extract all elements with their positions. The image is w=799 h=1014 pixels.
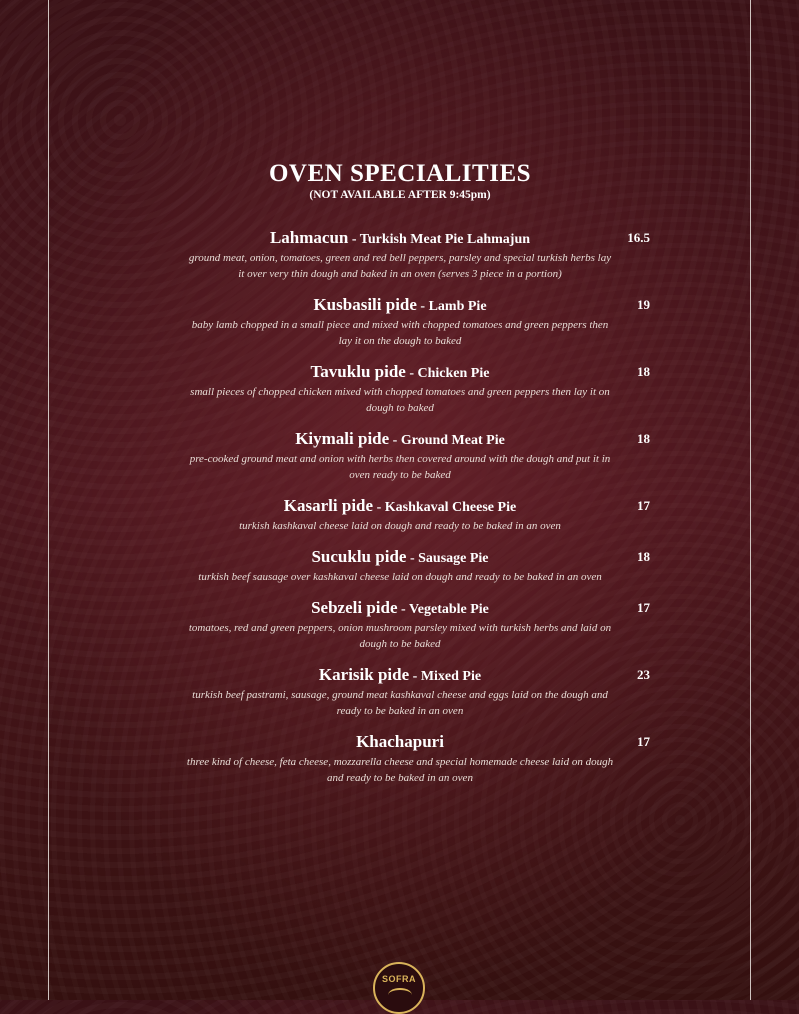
item-description: baby lamb chopped in a small piece and mixed with chopped tomatoes and green peppers then lay it on the dough to baked bbox=[191, 319, 609, 347]
item-description: small pieces of chopped chicken mixed with chopped tomatoes and green peppers then lay it on dough to baked bbox=[190, 386, 610, 414]
item-separator: - bbox=[348, 232, 360, 247]
menu-item-kasarli-pide bbox=[180, 496, 650, 534]
item-name: Khachapuri bbox=[356, 732, 444, 751]
item-price: 18 bbox=[637, 364, 650, 379]
item-subtitle: Sausage Pie bbox=[418, 551, 489, 566]
frame-line-right bbox=[750, 0, 751, 1000]
item-subtitle: Chicken Pie bbox=[417, 366, 490, 381]
item-price: 18 bbox=[637, 431, 650, 446]
item-separator: - bbox=[416, 299, 429, 314]
menu-item-sebzeli-pide bbox=[180, 598, 650, 652]
item-subtitle: Lamb Pie bbox=[428, 299, 487, 314]
item-price: 23 bbox=[637, 667, 650, 682]
item-price: 19 bbox=[637, 297, 650, 312]
menu-item-tavuklu-pide bbox=[180, 362, 650, 416]
item-separator: - bbox=[373, 500, 385, 515]
item-description: pre-cooked ground meat and onion with herbs then covered around with the dough and put it in oven ready to be baked bbox=[189, 453, 611, 481]
item-description: turkish beef sausage over kashkaval cheese laid on dough and ready to be baked in an oven bbox=[198, 571, 602, 583]
item-subtitle: Mixed Pie bbox=[420, 669, 482, 684]
item-name: Lahmacun bbox=[269, 228, 349, 247]
item-price: 18 bbox=[637, 549, 650, 564]
item-name: Kusbasili pide bbox=[313, 295, 417, 314]
item-description: turkish beef pastrami, sausage, ground meat kashkaval cheese and eggs laid on the dough and ready to be baked in an oven bbox=[192, 689, 608, 717]
menu-item-kiymali-pide bbox=[180, 429, 650, 483]
item-name: Kiymali pide bbox=[295, 429, 390, 448]
item-description: turkish kashkaval cheese laid on dough and ready to be baked in an oven bbox=[239, 520, 561, 532]
item-price: 16.5 bbox=[627, 230, 650, 245]
frame-line-left bbox=[48, 0, 49, 1000]
item-subtitle: Vegetable Pie bbox=[408, 602, 489, 617]
item-separator: - bbox=[397, 602, 409, 617]
item-subtitle: Turkish Meat Pie Lahmajun bbox=[359, 232, 531, 247]
sofra-logo bbox=[373, 962, 425, 1014]
item-name: Kasarli pide bbox=[283, 496, 374, 515]
logo-text: SOFRA bbox=[382, 974, 416, 984]
menu-section bbox=[180, 160, 660, 799]
item-name: Tavuklu pide bbox=[310, 362, 406, 381]
item-name: Sebzeli pide bbox=[311, 598, 398, 617]
item-price: 17 bbox=[637, 734, 650, 749]
menu-header bbox=[180, 160, 620, 202]
item-subtitle: Ground Meat Pie bbox=[400, 433, 505, 448]
item-subtitle: Kashkaval Cheese Pie bbox=[384, 500, 517, 515]
item-separator: - bbox=[405, 366, 418, 381]
item-separator: - bbox=[409, 669, 421, 684]
item-description: three kind of cheese, feta cheese, mozzarella cheese and special homemade cheese laid on dough and ready to be baked in an oven bbox=[186, 756, 614, 784]
item-name: Karisik pide bbox=[318, 665, 410, 684]
item-separator: - bbox=[389, 433, 401, 448]
section-title: OVEN SPECIALITIES bbox=[268, 160, 532, 187]
item-price: 17 bbox=[637, 600, 650, 615]
section-subtitle: (NOT AVAILABLE AFTER 9:45pm) bbox=[309, 189, 491, 201]
item-separator: - bbox=[406, 551, 419, 566]
menu-item-sucuklu-pide bbox=[180, 547, 650, 585]
menu-item-kusbasili-pide bbox=[180, 295, 650, 349]
menu-item-khachapuri bbox=[180, 732, 650, 786]
menu-item-karisik-pide bbox=[180, 665, 650, 719]
item-name: Sucuklu pide bbox=[311, 547, 407, 566]
item-description: tomatoes, red and green peppers, onion mushroom parsley mixed with turkish herbs and laid on dough to be baked bbox=[188, 622, 612, 650]
item-description: ground meat, onion, tomatoes, green and red bell peppers, parsley and special turkish herbs lay it over very thin dough and baked in an oven (serves 3 piece in a portion) bbox=[188, 252, 612, 280]
menu-items bbox=[180, 228, 660, 786]
menu-item-lahmacun bbox=[180, 228, 650, 282]
item-price: 17 bbox=[637, 498, 650, 513]
